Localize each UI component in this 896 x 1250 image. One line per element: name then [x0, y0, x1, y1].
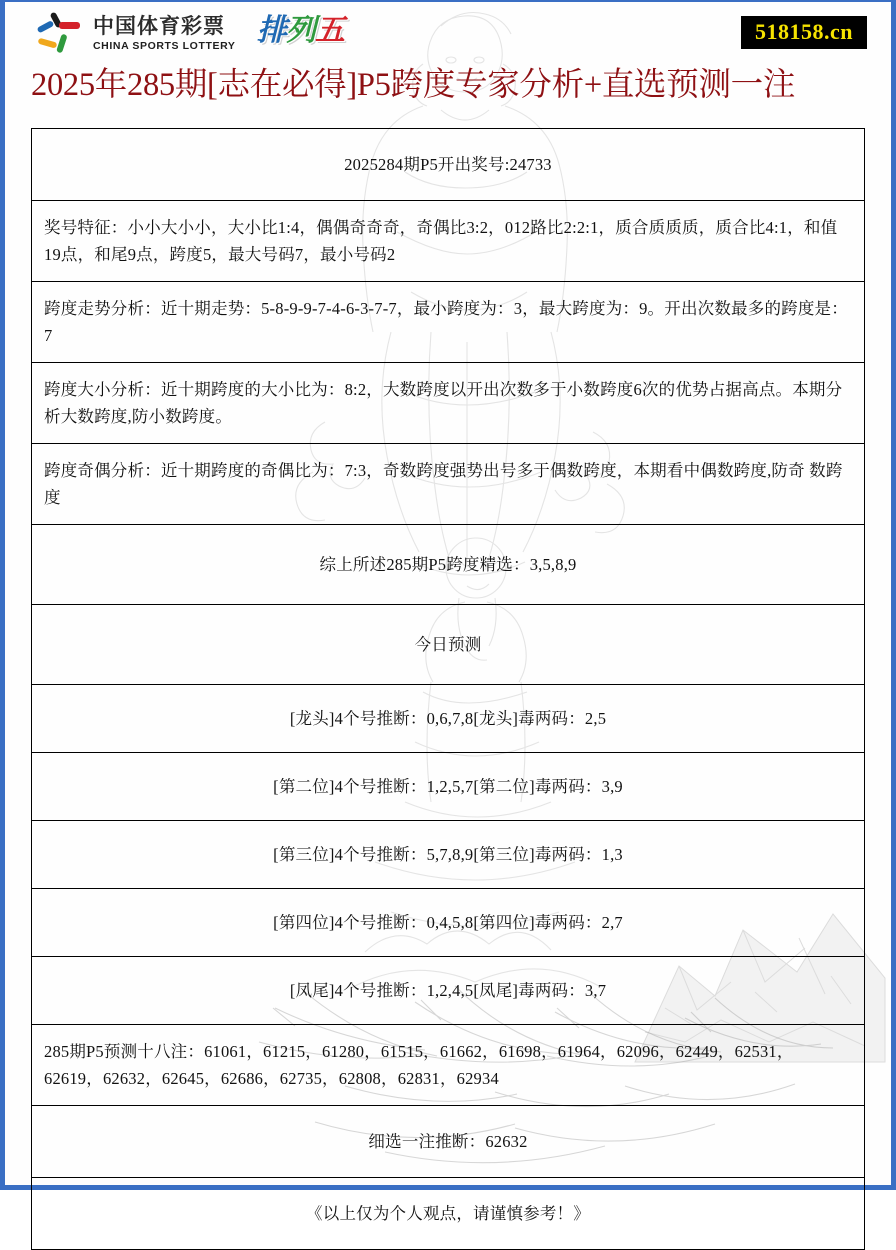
prediction-position-1-cell: [龙头]4个号推断：0,6,7,8[龙头]毒两码：2,5: [32, 685, 865, 753]
span-trend-analysis-cell: 跨度走势分析：近十期走势：5-8-9-9-7-4-6-3-7-7，最小跨度为：3，最大跨度为：9。开出次数最多的跨度是：7: [32, 282, 865, 363]
table-row: [32, 129, 865, 201]
span-summary-cell: 综上所述285期P5跨度精选：3,5,8,9: [32, 525, 865, 605]
logo-game-char-3: 五: [315, 13, 344, 48]
table-row: [32, 444, 865, 525]
table-row: [32, 1178, 865, 1250]
number-features-cell: 奖号特征：小小大小小，大小比1:4，偶偶奇奇奇，奇偶比3:2，012路比2:2:1，质合质质质，质合比4:1，和值19点，和尾9点，跨度5，最大号码7，最小号码2: [32, 201, 865, 282]
prediction-position-4-cell: [第四位]4个号推断：0,4,5,8[第四位]毒两码：2,7: [32, 889, 865, 957]
page-body: [5, 2, 891, 1223]
china-sports-lottery-emblem-icon: [35, 16, 87, 58]
logo-chinese-text: 中国体育彩票: [93, 14, 225, 38]
table-row: [32, 1106, 865, 1178]
table-row: [32, 753, 865, 821]
span-oddeven-analysis-cell: 跨度奇偶分析：近十期跨度的奇偶比为：7:3，奇数跨度强势出号多于偶数跨度，本期看中偶数跨度,防奇 数跨度: [32, 444, 865, 525]
prediction-position-3-cell: [第三位]4个号推断：5,7,8,9[第三位]毒两码：1,3: [32, 821, 865, 889]
analysis-table-body: [32, 129, 865, 1250]
eighteen-bets-cell: 285期P5预测十八注：61061，61215，61280，61515，61662，61698，61964，62096，62449，62531，62619，62632，62645，62686，62735，62808，62831，62934: [32, 1025, 865, 1106]
site-header: [5, 2, 891, 122]
analysis-table: [31, 128, 865, 1250]
logo-game-name: [257, 13, 344, 49]
disclaimer-cell: 《以上仅为个人观点，请谨慎参考！》: [32, 1178, 865, 1250]
site-domain-badge: 518158.cn: [741, 16, 867, 49]
table-row: [32, 957, 865, 1025]
analysis-table-wrapper: [31, 128, 865, 1250]
table-row: [32, 605, 865, 685]
table-row: [32, 363, 865, 444]
site-logo: [35, 13, 344, 60]
today-prediction-header-cell: 今日预测: [32, 605, 865, 685]
prediction-position-5-cell: [凤尾]4个号推断：1,2,4,5[凤尾]毒两码：3,7: [32, 957, 865, 1025]
table-row: [32, 821, 865, 889]
page-title: 2025年285期[志在必得]P5跨度专家分析+直选预测一注: [31, 67, 796, 103]
table-row: [32, 525, 865, 605]
table-row: [32, 1025, 865, 1106]
logo-game-char-1: 排: [257, 13, 286, 48]
table-row: [32, 685, 865, 753]
draw-result-cell: 2025284期P5开出奖号:24733: [32, 129, 865, 201]
span-size-analysis-cell: 跨度大小分析：近十期跨度的大小比为：8:2，大数跨度以开出次数多于小数跨度6次的优势占据高点。本期分析大数跨度,防小数跨度。: [32, 363, 865, 444]
single-bet-cell: 细选一注推断：62632: [32, 1106, 865, 1178]
logo-game-char-2: 列: [286, 13, 315, 48]
table-row: [32, 889, 865, 957]
table-row: [32, 282, 865, 363]
table-row: [32, 201, 865, 282]
prediction-position-2-cell: [第二位]4个号推断：1,2,5,7[第二位]毒两码：3,9: [32, 753, 865, 821]
logo-english-text: CHINA SPORTS LOTTERY: [93, 40, 236, 52]
